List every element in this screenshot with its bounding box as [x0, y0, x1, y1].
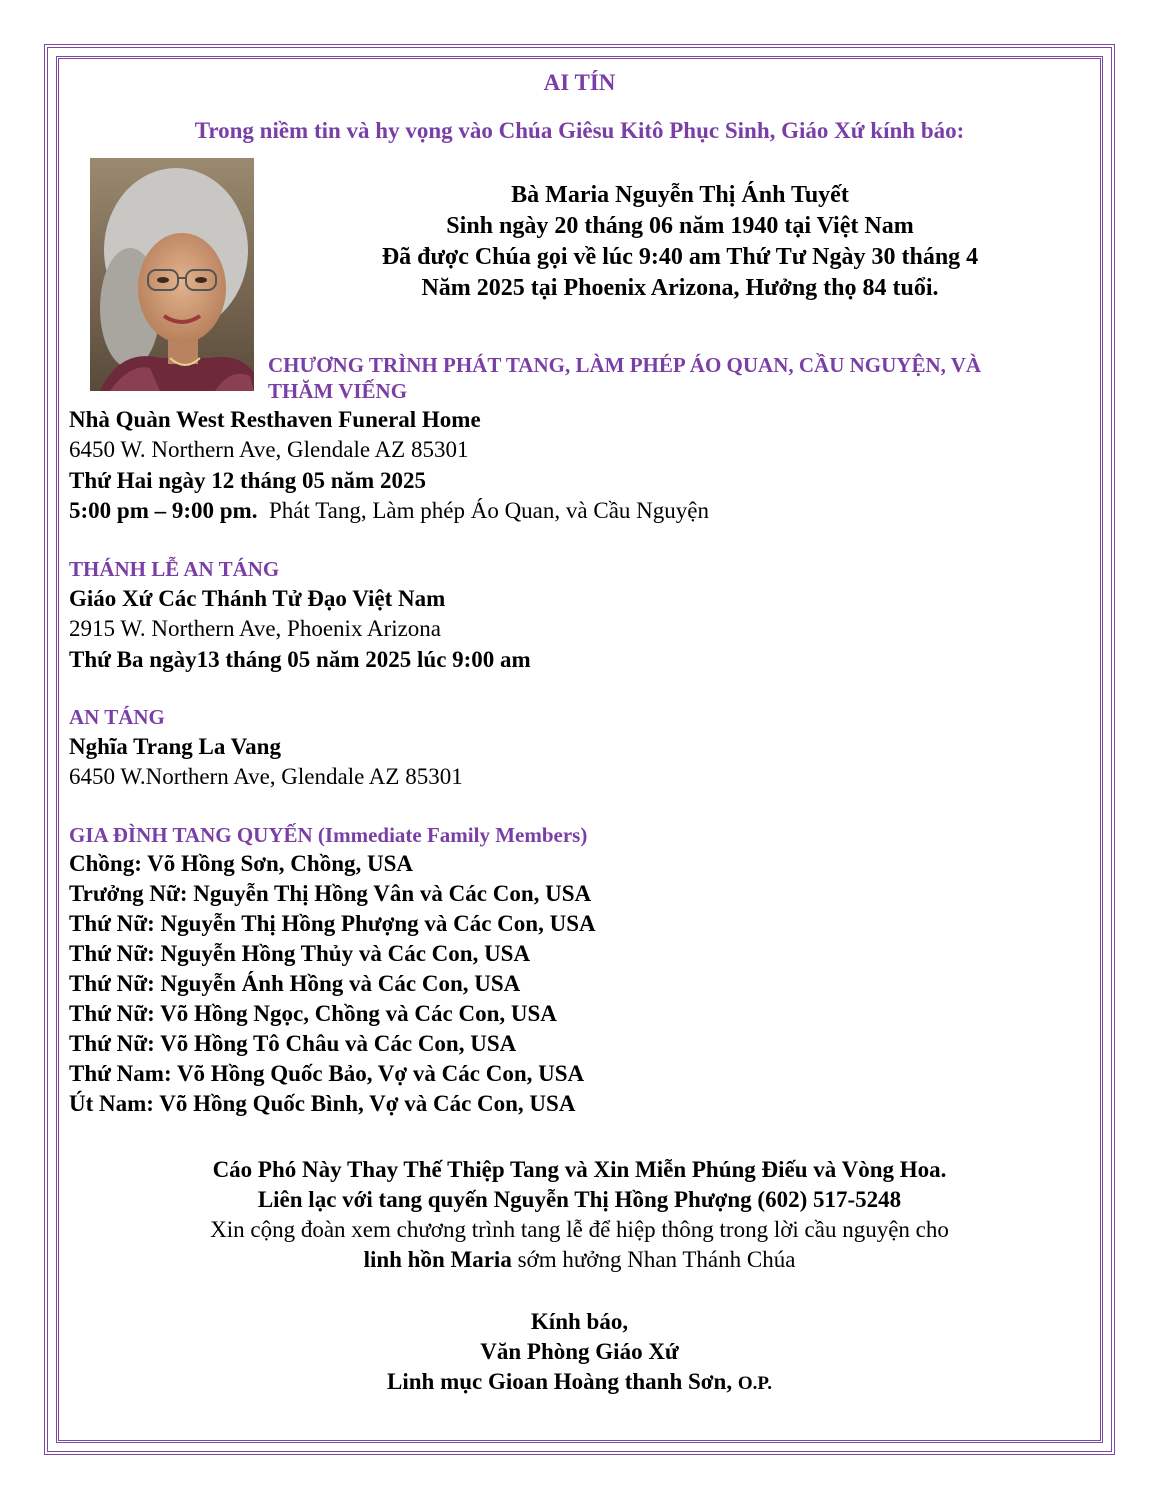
signature-office: Văn Phòng Giáo Xứ — [480, 1339, 679, 1364]
notice-intro: Trong niềm tin và hy vọng vào Chúa Giêsu Kitô Phục Sinh, Giáo Xứ kính báo: — [194, 118, 965, 143]
family-list — [69, 849, 596, 1119]
wake-address: 6450 W. Northern Ave, Glendale AZ 85301 — [69, 437, 469, 462]
signature-greeting: Kính báo, — [530, 1309, 629, 1334]
closing-line-4 — [0, 1245, 1159, 1275]
mass-address: 2915 W. Northern Ave, Phoenix Arizona — [69, 616, 441, 641]
closing-block — [0, 1155, 1159, 1275]
notice-title: AI TÍN — [543, 70, 616, 95]
signature-block — [0, 1307, 1159, 1399]
closing-line-2: Liên lạc với tang quyến Nguyễn Thị Hồng Phượng (602) 517-5248 — [257, 1187, 902, 1212]
deceased-name: Bà Maria Nguyễn Thị Ánh Tuyết — [511, 182, 849, 208]
burial-heading: AN TÁNG — [69, 705, 165, 729]
wake-heading-line-1: CHƯƠNG TRÌNH PHÁT TANG, LÀM PHÉP ÁO QUAN, CẦU NGUYỆN, VÀ — [268, 353, 982, 377]
wake-heading — [268, 352, 981, 404]
wake-time: 5:00 pm – 9:00 pm. — [69, 498, 258, 523]
closing-line-4-bold: linh hồn Maria — [363, 1247, 512, 1272]
wake-heading-line-2: THĂM VIẾNG — [268, 379, 408, 403]
list-item: Trưởng Nữ: Nguyễn Thị Hồng Vân và Các Con, USA — [69, 881, 592, 906]
deceased-passed-line-2: Năm 2025 tại Phoenix Arizona, Hưởng thọ 84 tuổi. — [421, 275, 939, 301]
closing-line-4-rest: sớm hưởng Nhan Thánh Chúa — [511, 1247, 796, 1272]
list-item: Thứ Nữ: Võ Hồng Ngọc, Chồng và Các Con, USA — [69, 1001, 557, 1026]
signature-order: O.P. — [737, 1373, 772, 1394]
burial-place: Nghĩa Trang La Vang — [69, 734, 281, 759]
wake-activity: Phát Tang, Làm phép Áo Quan, và Cầu Nguyện — [268, 498, 709, 523]
list-item: Thứ Nữ: Võ Hồng Tô Châu và Các Con, USA — [69, 1031, 517, 1056]
list-item: Thứ Nữ: Nguyễn Thị Hồng Phượng và Các Con, USA — [69, 911, 596, 936]
mass-heading: THÁNH LỄ AN TÁNG — [69, 557, 280, 581]
wake-date: Thứ Hai ngày 12 tháng 05 năm 2025 — [69, 468, 426, 493]
deceased-passed-line-1: Đã được Chúa gọi về lúc 9:40 am Thứ Tư Ngày 30 tháng 4 — [381, 244, 979, 270]
list-item: Thứ Nam: Võ Hồng Quốc Bảo, Vợ và Các Con, USA — [69, 1061, 585, 1086]
list-item: Chồng: Võ Hồng Sơn, Chồng, USA — [69, 851, 414, 876]
list-item: Út Nam: Võ Hồng Quốc Bình, Vợ và Các Con, USA — [69, 1091, 576, 1116]
deceased-info — [330, 180, 1030, 304]
list-item: Thứ Nữ: Nguyễn Hồng Thủy và Các Con, USA — [69, 941, 531, 966]
mass-place: Giáo Xứ Các Thánh Tử Đạo Việt Nam — [69, 586, 446, 611]
burial-address: 6450 W.Northern Ave, Glendale AZ 85301 — [69, 764, 463, 789]
wake-schedule — [69, 496, 709, 526]
portrait-photo — [90, 158, 254, 391]
wake-place: Nhà Quàn West Resthaven Funeral Home — [69, 407, 481, 432]
signature-priest-line — [0, 1367, 1159, 1399]
list-item: Thứ Nữ: Nguyễn Ánh Hồng và Các Con, USA — [69, 971, 521, 996]
closing-line-3: Xin cộng đoàn xem chương trình tang lễ để hiệp thông trong lời cầu nguyện cho — [210, 1217, 949, 1242]
mass-date: Thứ Ba ngày13 tháng 05 năm 2025 lúc 9:00 am — [69, 647, 531, 672]
family-heading: GIA ĐÌNH TANG QUYẾN (Immediate Family Members) — [69, 823, 588, 847]
signature-priest: Linh mục Gioan Hoàng thanh Sơn, — [387, 1369, 733, 1394]
closing-line-1: Cáo Phó Này Thay Thế Thiệp Tang và Xin Miễn Phúng Điếu và Vòng Hoa. — [212, 1157, 947, 1182]
deceased-born: Sinh ngày 20 tháng 06 năm 1940 tại Việt Nam — [446, 213, 914, 239]
